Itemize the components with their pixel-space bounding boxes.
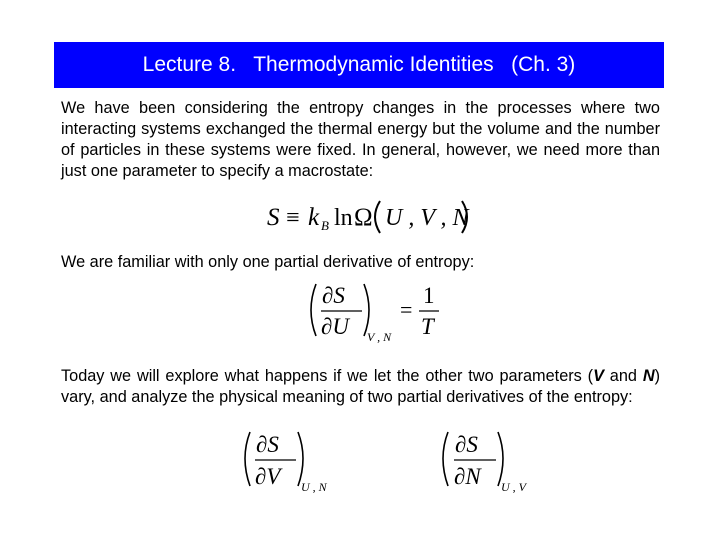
intro-paragraph: We have been considering the entropy changes in the processes where two interacting systems exchanged the thermal energy but the volume and the number of particles in these systems were fixed. In general, however, we need more than just one parameter to specify a macrostate:: [61, 99, 660, 180]
dn-denominator: ∂N: [454, 464, 481, 489]
rhs-denominator: T: [421, 314, 434, 339]
dn-subscript: U , V: [501, 480, 526, 494]
eq-equiv: ≡: [286, 205, 300, 231]
dv-numerator: ∂S: [256, 432, 279, 457]
deriv-denominator: ∂U: [321, 314, 349, 339]
eq-ln: ln: [334, 205, 353, 231]
familiar-paragraph: We are familiar with only one partial derivative of entropy:: [61, 253, 475, 271]
deriv-equals: =: [400, 297, 413, 322]
deriv-subscript: V , N: [367, 330, 392, 344]
eq-sub-b: B: [321, 218, 329, 233]
dv-derivative-equation: [242, 428, 342, 499]
eq-args: U , V , N: [385, 205, 469, 231]
dv-denominator: ∂V: [255, 464, 281, 489]
slide-title: Lecture 8. Thermodynamic Identities (Ch. 3): [54, 42, 664, 88]
entropy-equation: [264, 196, 484, 241]
deriv-numerator: ∂S: [322, 283, 345, 308]
eq-omega: Ω: [354, 204, 373, 231]
eq-symbol-k: k: [308, 204, 320, 231]
dn-numerator: ∂S: [455, 432, 478, 457]
known-derivative-equation: [308, 280, 448, 349]
eq-symbol-s: S: [267, 204, 280, 231]
explore-paragraph: Today we will explore what happens if we let the other two parameters (V and N) vary, and analyze the physical meaning of two partial derivatives of the entropy:: [61, 367, 660, 406]
dn-derivative-equation: [440, 428, 540, 499]
dv-subscript: U , N: [301, 480, 327, 494]
rhs-numerator: 1: [423, 283, 435, 308]
